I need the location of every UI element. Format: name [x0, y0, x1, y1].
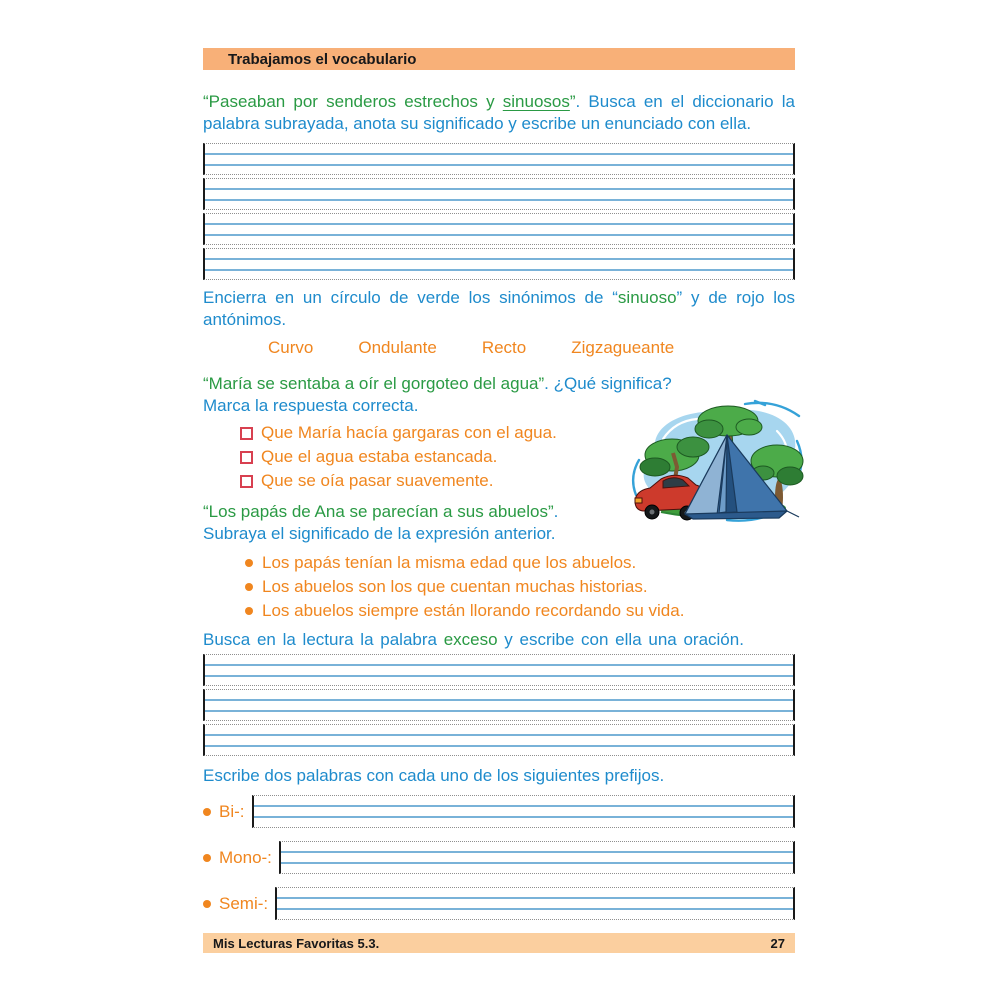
- bullet-icon: [245, 583, 253, 591]
- word-curvo[interactable]: Curvo: [268, 338, 314, 357]
- prefix-row-bi: [203, 795, 795, 828]
- bullet-icon: [203, 808, 211, 816]
- bullet-icon: [203, 900, 211, 908]
- instruction-text-end: ” y de rojo los antónimos.: [203, 288, 795, 329]
- writing-lines[interactable]: [275, 887, 795, 920]
- instruction-text: Subraya el significado de la expresión anterior.: [203, 524, 556, 543]
- quote-text: “María se sentaba a oír el gorgoteo del agua”: [203, 374, 545, 393]
- writing-lines[interactable]: [203, 143, 795, 175]
- prefix-row-mono: [203, 841, 795, 874]
- synonym-antonym-words: [203, 338, 795, 358]
- writing-lines[interactable]: [279, 841, 795, 874]
- prefix-exercise: [203, 795, 795, 920]
- instruction-text: . Busca en el diccionario la palabra subrayada, anota su significado y escribe un enunciado con ella.: [203, 92, 795, 133]
- exercise-prefijos-statement: Escribe dos palabras con cada uno de los siguientes prefijos.: [203, 766, 665, 785]
- period: .: [553, 502, 559, 521]
- instruction-text-end: y escribe con ella una oración.: [497, 630, 744, 649]
- word-ondulante[interactable]: Ondulante: [358, 338, 437, 357]
- writing-lines[interactable]: [203, 724, 795, 756]
- quote-text: “Paseaban por senderos estrechos y: [203, 92, 503, 111]
- instruction-text: Encierra en un círculo de verde los sinónimos de “: [203, 288, 618, 307]
- footer-page-number: 27: [770, 935, 785, 951]
- writing-area-sentence: [203, 654, 795, 756]
- writing-lines[interactable]: [203, 178, 795, 210]
- writing-area-definition: [203, 143, 795, 280]
- checkbox[interactable]: [240, 451, 253, 464]
- writing-lines[interactable]: [203, 213, 795, 245]
- bullet-icon: [245, 559, 253, 567]
- option-label: Que María hacía gargaras con el agua.: [261, 423, 557, 442]
- prefix-label: Bi-:: [219, 801, 245, 821]
- footer-book-title: Mis Lecturas Favoritas 5.3.: [213, 935, 380, 951]
- prefix-row-semi: [203, 887, 795, 920]
- exercise-exceso-statement: [203, 629, 795, 651]
- prefix-label: Mono-:: [219, 847, 272, 867]
- option-label: Los abuelos siempre están llorando recordando su vida.: [262, 601, 685, 620]
- option-label: Que el agua estaba estancada.: [261, 447, 498, 466]
- camping-illustration: [627, 398, 809, 526]
- option-row[interactable]: [245, 599, 795, 623]
- underline-options: [203, 551, 795, 623]
- quote-text: “Los papás de Ana se parecían a sus abuelos”: [203, 502, 554, 521]
- question-text: . ¿Qué significa?: [544, 374, 672, 393]
- prefix-label: Semi-:: [219, 893, 269, 913]
- target-word: sinuoso: [617, 288, 677, 307]
- section-header-bar: [203, 48, 795, 70]
- underlined-word: sinuosos: [502, 92, 570, 111]
- bullet-icon: [245, 607, 253, 615]
- word-recto[interactable]: Recto: [481, 338, 527, 357]
- option-row[interactable]: [245, 575, 795, 599]
- bullet-icon: [203, 854, 211, 862]
- exercise-sinuosos-statement: [203, 91, 795, 135]
- option-row[interactable]: [245, 551, 795, 575]
- instruction-text: Marca la respuesta correcta.: [203, 396, 419, 415]
- target-word: exceso: [443, 630, 498, 649]
- writing-lines[interactable]: [252, 795, 796, 828]
- option-label: Los abuelos son los que cuentan muchas historias.: [262, 577, 648, 596]
- quote-close: ”: [569, 92, 576, 111]
- instruction-text: Busca en la lectura la palabra: [203, 630, 444, 649]
- writing-lines[interactable]: [203, 654, 795, 686]
- checkbox[interactable]: [240, 475, 253, 488]
- writing-lines[interactable]: [203, 248, 795, 280]
- checkbox[interactable]: [240, 427, 253, 440]
- option-label: Que se oía pasar suavemente.: [261, 471, 494, 490]
- section-title: Trabajamos el vocabulario: [228, 50, 417, 68]
- writing-lines[interactable]: [203, 689, 795, 721]
- exercise-circle-statement: [203, 287, 795, 331]
- footer-bar: [203, 933, 795, 953]
- word-zigzagueante[interactable]: Zigzagueante: [571, 338, 675, 357]
- option-label: Los papás tenían la misma edad que los abuelos.: [262, 553, 637, 572]
